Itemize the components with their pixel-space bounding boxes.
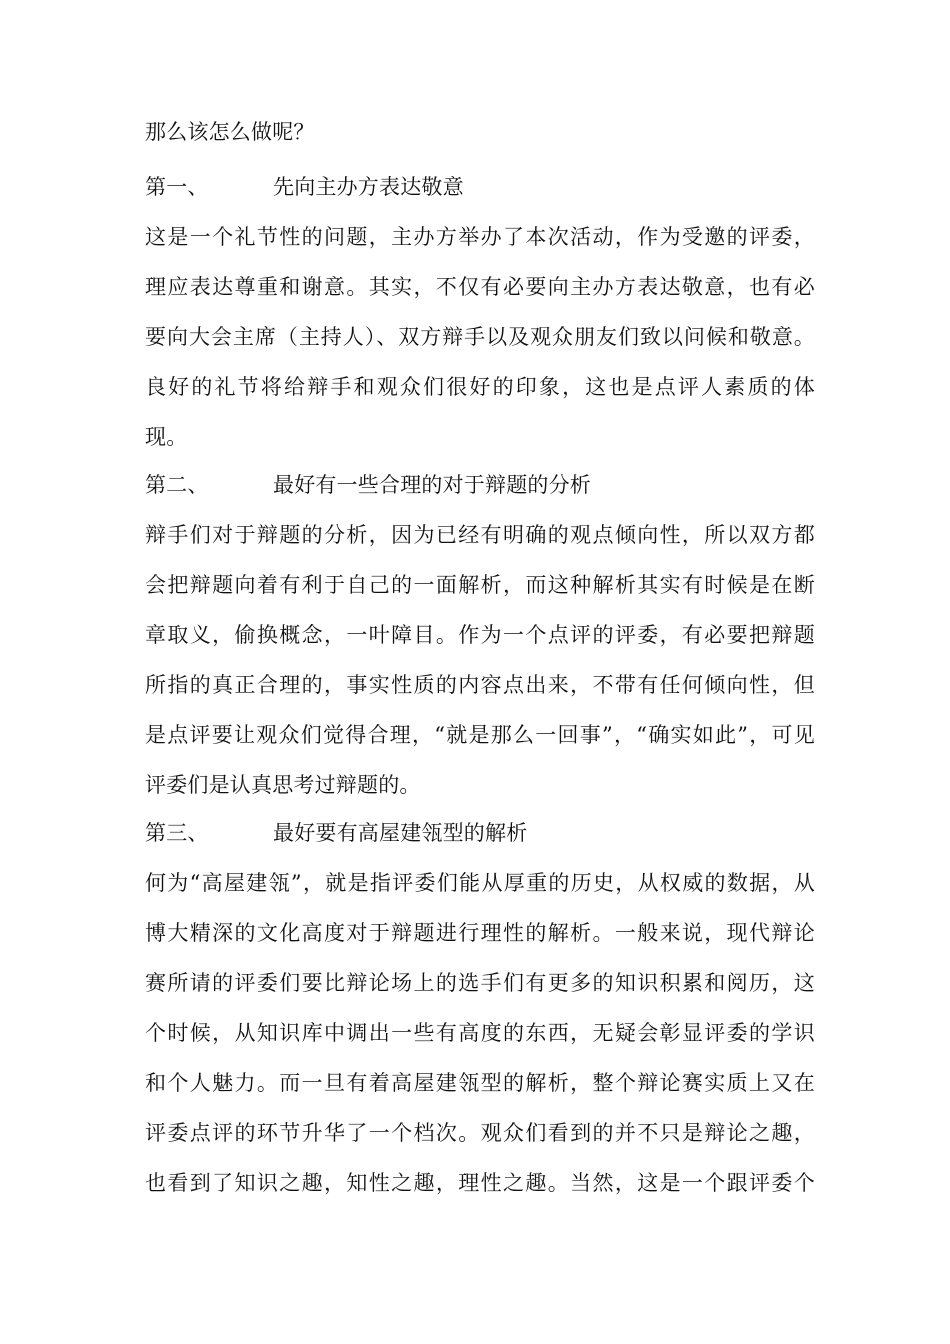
paragraph-line: 现。 — [145, 425, 188, 449]
paragraph-line: 是点评要让观众们觉得合理，“就是那么一回事”，“确实如此”，可见 — [145, 723, 815, 747]
section-3-number: 第三、 — [145, 821, 209, 845]
section-2-number: 第二、 — [145, 473, 209, 497]
paragraph-line: 个时候，从知识库中调出一些有高度的东西，无疑会彰显评委的学识 — [145, 1021, 815, 1045]
paragraph-line: 所指的真正合理的，事实性质的内容点出来，不带有任何倾向性，但 — [145, 673, 815, 697]
paragraph-line: 赛所请的评委们要比辩论场上的选手们有更多的知识积累和阅历，这 — [145, 971, 815, 995]
section-1-heading — [145, 172, 815, 202]
paragraph-line: 这是一个礼节性的问题，主办方举办了本次活动，作为受邀的评委， — [145, 225, 815, 249]
paragraph-line: 和个人魅力。而一旦有着高屋建瓴型的解析，整个辩论赛实质上又在 — [145, 1071, 815, 1095]
section-2-title: 最好有一些合理的对于辩题的分析 — [273, 473, 591, 497]
section-1-number: 第一、 — [145, 175, 209, 199]
section-3-title: 最好要有高屋建瓴型的解析 — [273, 821, 528, 845]
section-3-heading — [145, 818, 815, 848]
section-2-heading — [145, 470, 815, 500]
intro-question: 那么该怎么做呢？ — [145, 120, 315, 144]
paragraph-line: 章取义，偷换概念，一叶障目。作为一个点评的评委，有必要把辩题 — [145, 623, 815, 647]
paragraph-line: 理应表达尊重和谢意。其实，不仅有必要向主办方表达敬意，也有必 — [145, 275, 815, 299]
paragraph-line: 要向大会主席（主持人）、双方辩手以及观众朋友们致以问候和敬意。 — [145, 325, 815, 349]
paragraph-line: 何为“高屋建瓴”，就是指评委们能从厚重的历史，从权威的数据，从 — [145, 871, 815, 895]
paragraph-line: 辩手们对于辩题的分析，因为已经有明确的观点倾向性，所以双方都 — [145, 523, 815, 547]
paragraph-line: 良好的礼节将给辩手和观众们很好的印象，这也是点评人素质的体 — [145, 375, 815, 399]
paragraph-line: 也看到了知识之趣，知性之趣，理性之趣。当然，这是一个跟评委个 — [145, 1171, 815, 1195]
section-1-title: 先向主办方表达敬意 — [273, 175, 464, 199]
paragraph-line: 博大精深的文化高度对于辩题进行理性的解析。一般来说，现代辩论 — [145, 921, 815, 945]
paragraph-line: 会把辩题向着有利于自己的一面解析，而这种解析其实有时候是在断 — [145, 573, 815, 597]
paragraph-line: 评委点评的环节升华了一个档次。观众们看到的并不只是辩论之趣， — [145, 1121, 815, 1145]
paragraph-line: 评委们是认真思考过辩题的。 — [145, 773, 421, 797]
